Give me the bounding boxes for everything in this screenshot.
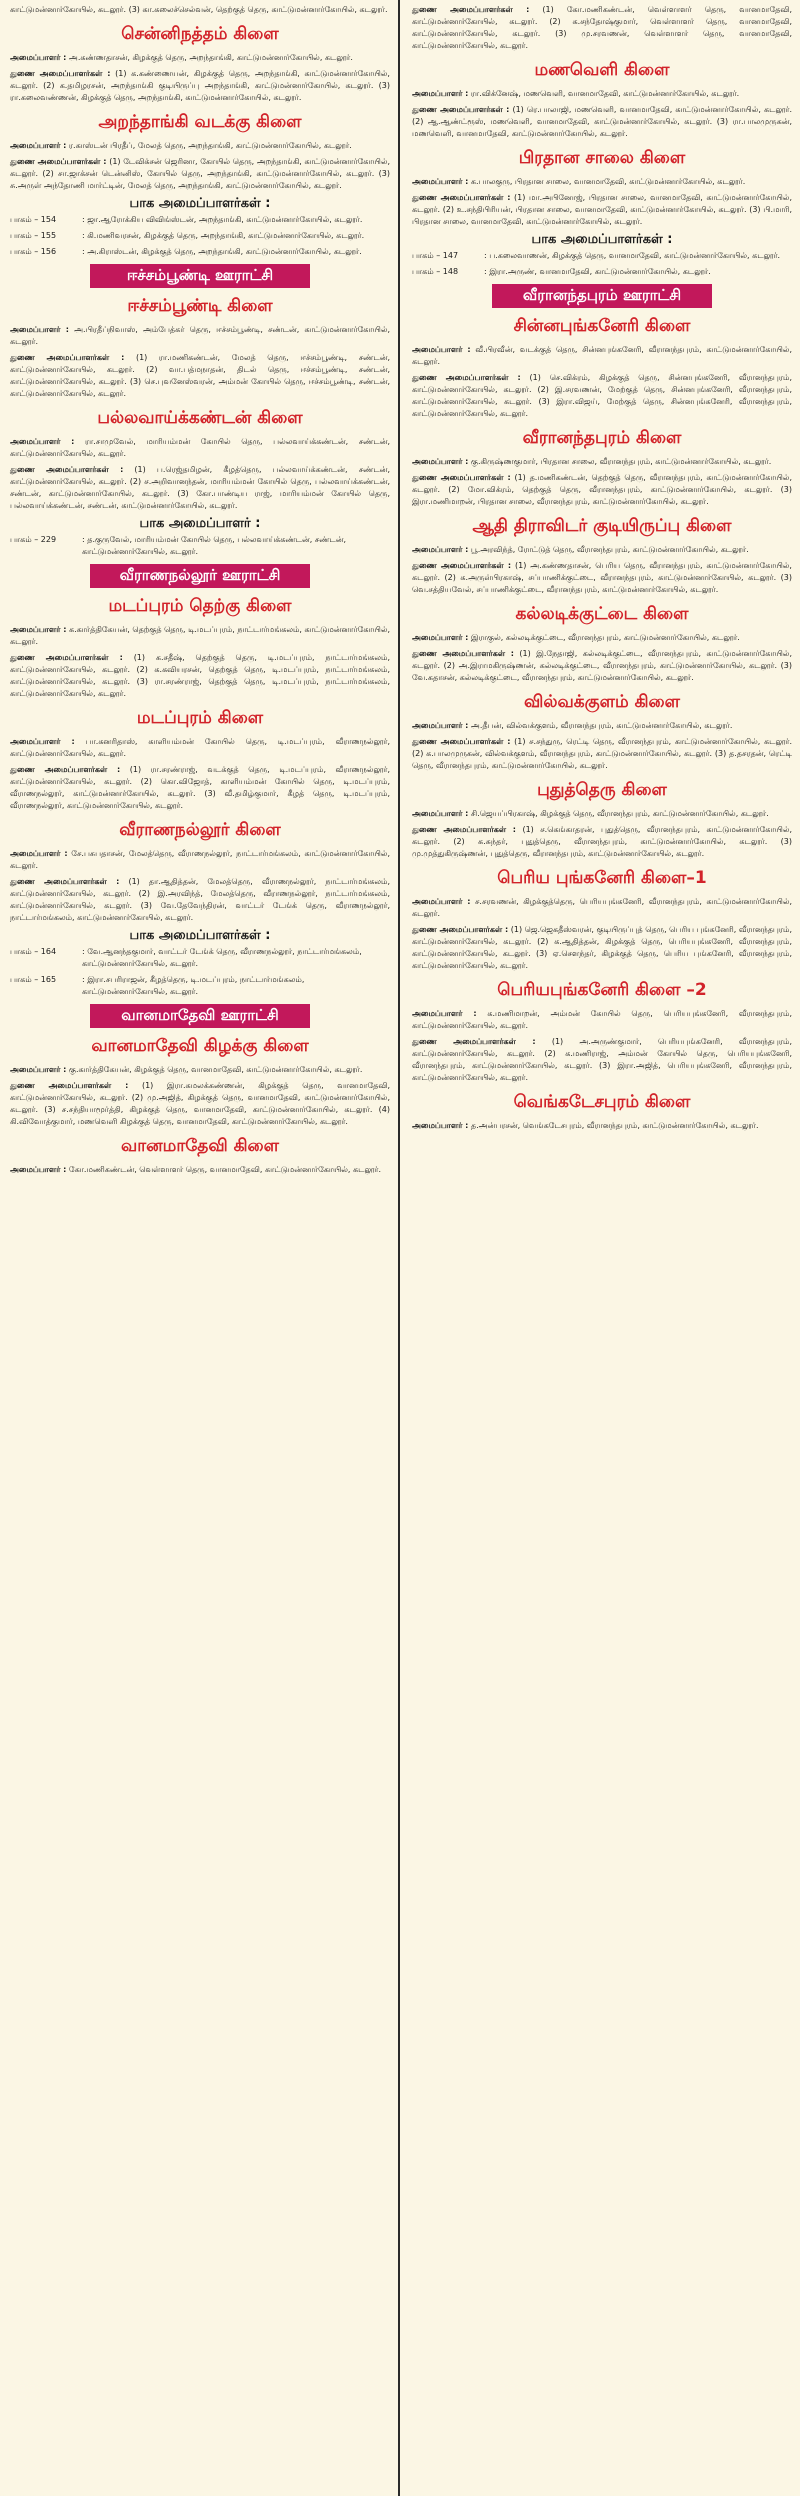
entry-text: (1) அ.அருண்குமார், பெரியபுங்கனேரி, வீரானந்தபுரம், காட்டுமன்னார்கோயில், கடலூர். (2) க.மணிராஜ், அம்மன் கோயில் தெரு, பெரியபுங்கனேரி, வீரானந்தபுரம், காட்டுமன்னார்கோயில், கடலூர். (3) இரா.அஜித், பெரியபுங்கனேரி, வீரானந்தபுரம், காட்டுமன்னார்கோயில், கடலூர். xyxy=(412,1037,792,1082)
member-entry xyxy=(10,68,390,104)
member-entry xyxy=(10,736,390,760)
branch-heading: வெங்கடேசபுரம் கிளை xyxy=(513,1092,691,1112)
branch-heading: வீராணநல்லூர் கிளை xyxy=(119,820,281,840)
booth-text: : வே.ஆனந்தகுமார், வாட்டர் டேங்க் தெரு, வீராணநல்லூர், நாட்டார்மங்கலம், காட்டுமன்னார்கோயில், கடலூர். xyxy=(82,947,362,968)
entry-text: த.அன்பரசன், வெங்கடேசபுரம், வீரானந்தபுரம், காட்டுமன்னார்கோயில், கடலூர். xyxy=(470,1121,759,1130)
entry-text: பூ.அரவிந்த், ரோட்டுத் தெரு, வீரானந்தபுரம், காட்டுமன்னார்கோயில், கடலூர். xyxy=(470,545,749,554)
branch-heading: பெரிய புங்கனேரி கிளை–1 xyxy=(497,868,707,888)
booth-number: பாகம் – 164 xyxy=(10,947,57,956)
branch-heading: சென்னிநத்தம் கிளை xyxy=(121,24,279,44)
entry-text: (1) மா.அபினோஜ், பிரதான சாலை, வானமாதேவி, காட்டுமன்னார்கோயில், கடலூர். (2) உ.சந்திபிரியன், பிரதான சாலை, வானமாதேவி, காட்டுமன்னார்கோயில், கடலூர். (3) பி.மாரி, பிரதான சாலை, வானமாதேவி, காட்டுமன்னார்கோயில், கடலூர். xyxy=(412,193,792,226)
branch-heading: மடப்புரம் தெற்கு கிளை xyxy=(108,596,292,616)
role-label: துணை அமைப்பாளர்கள் : xyxy=(10,157,107,166)
role-label: துணை அமைப்பாளர்கள் : xyxy=(10,69,111,78)
branch-heading: ஆதி திராவிடர் குடியிருப்பு கிளை xyxy=(472,516,732,536)
role-label: அமைப்பாளர் : xyxy=(412,1009,477,1018)
member-entry xyxy=(10,1064,390,1076)
role-label: துணை அமைப்பாளர்கள் : xyxy=(412,561,512,570)
branch-heading: பல்லவாய்க்கண்டன் கிளை xyxy=(97,408,303,428)
entry-text: (1) ச.கெங்காதரன், புதுத்தெரு, வீரானந்தபுரம், காட்டுமன்னார்கோயில், கடலூர். (2) க.சுந்தர், புதுத்தெரு, வீரானந்தபுரம், காட்டுமன்னார்கோயில், கடலூர். (3) மு.முத்துகிருஷ்ணன், புதுத்தெரு, வீரானந்தபுரம், காட்டுமன்னார்கோயில், கடலூர். xyxy=(412,825,793,858)
role-label: அமைப்பாளர் : xyxy=(412,177,469,186)
branch-heading: ஈச்சம்பூண்டி கிளை xyxy=(127,296,273,316)
role-label: அமைப்பாளர் : xyxy=(10,625,67,634)
booth-entry xyxy=(10,214,390,226)
panchayat-banner: வீரானந்தபுரம் ஊராட்சி xyxy=(492,284,712,308)
member-entry xyxy=(412,4,792,52)
entry-text: வீ.பிரவீன், வடக்குத் தெரு, சின்னபுங்கனேரி, வீரானந்தபுரம், காட்டுமன்னார்கோயில், கடலூர். xyxy=(412,345,792,366)
member-entry xyxy=(10,464,390,512)
role-label: துணை அமைப்பாளர்கள் : xyxy=(412,737,511,746)
member-entry xyxy=(412,1120,792,1132)
panchayat-banner: வானமாதேவி ஊராட்சி xyxy=(90,1004,310,1028)
entry-text: கோ.மணிகண்டன், வெள்ளாளர் தெரு, வானமாதேவி, காட்டுமன்னார்கோயில், கடலூர். xyxy=(68,1165,381,1174)
member-entry xyxy=(10,876,390,924)
entry-text: காட்டுமன்னார்கோயில், கடலூர். (3) கா.கலைச்செல்வன், தெற்குத் தெரு, காட்டுமன்னார்கோயில், கடலூர். xyxy=(10,5,388,14)
branch-heading: புதுத்தெரு கிளை xyxy=(537,780,667,800)
role-label: துணை அமைப்பாளர்கள் : xyxy=(412,105,510,114)
member-entry xyxy=(412,88,792,100)
entry-text: (1) இ.நேதாஜி, கல்லடிக்குட்டை, வீரானந்தபுரம், காட்டுமன்னார்கோயில், கடலூர். (2) அ.இராமகிருஷ்ணன், கல்லடிக்குட்டை, வீரானந்தபுரம், காட்டுமன்னார்கோயில், கடலூர். (3) வே.கதாசன், கல்லடிக்குட்டை, வீரானந்தபுரம், காட்டுமன்னார்கோயில், கடலூர். xyxy=(412,649,792,682)
entry-text: கு.கிருஷ்ணகுமார், பிரதான சாலை, வீரானந்தபுரம், காட்டுமன்னார்கோயில், கடலூர். xyxy=(470,457,772,466)
booth-text: : த.குருவேல், மாரியம்மன் கோயில் தெரு, பல்லவாய்க்கண்டன், சண்டன், காட்டுமன்னார்கோயில், கடலூர். xyxy=(82,535,347,556)
booth-number: பாகம் – 155 xyxy=(10,231,57,240)
booth-text: : ப.கலைவாணன், கிழக்குத் தெரு, வானமாதேவி, காட்டுமன்னார்கோயில், கடலூர். xyxy=(484,251,781,260)
role-label: துணை அமைப்பாளர்கள் : xyxy=(10,465,124,474)
booth-entry xyxy=(412,250,792,262)
entry-text: க.மணிமாறன், அம்மன் கோயில் தெரு, பெரியபுங்கனேரி, வீரானந்தபுரம், காட்டுமன்னார்கோயில், கடலூர். xyxy=(412,1009,793,1030)
member-entry xyxy=(412,924,792,972)
member-entry xyxy=(10,1164,390,1176)
booth-number: பாகம் – 148 xyxy=(412,267,459,276)
branch-heading: வானமாதேவி கிழக்கு கிளை xyxy=(91,1036,309,1056)
entry-text: கு.கார்த்திகேயன், கிழக்குத் தெரு, வானமாதேவி, காட்டுமன்னார்கோயில், கடலூர். xyxy=(68,1065,363,1074)
member-entry xyxy=(412,560,792,596)
member-entry xyxy=(412,104,792,140)
entry-text: ர.காஸ்டன் பிரதீப், மேலத் தெரு, அறந்தாங்கி, காட்டுமன்னார்கோயில், கடலூர். xyxy=(68,141,352,150)
section-subheading: பாக அமைப்பாளர்கள் : xyxy=(129,196,271,211)
role-label: அமைப்பாளர் : xyxy=(10,325,69,334)
branch-heading: வில்வக்குளம் கிளை xyxy=(524,692,680,712)
entry-text: சி.ஜெயப்பிரகாஷ், கிழக்குத் தெரு, வீரானந்தபுரம், காட்டுமன்னார்கோயில், கடலூர். xyxy=(470,809,769,818)
entry-text: ச.சரவணன், கிழக்குத்தெரு, பெரியபுங்கனேரி, வீரானந்தபுரம், காட்டுமன்னார்கோயில், கடலூர். xyxy=(412,897,793,918)
member-entry xyxy=(412,544,792,556)
member-entry xyxy=(412,736,792,772)
booth-text: : இரா.அருண், வானமாதேவி, காட்டுமன்னார்கோயில், கடலூர். xyxy=(484,267,711,276)
panchayat-banner: ஈச்சம்பூண்டி ஊராட்சி xyxy=(90,264,310,288)
right-column xyxy=(400,0,800,2496)
member-entry xyxy=(10,1080,390,1128)
member-entry xyxy=(10,324,390,348)
role-label: துணை அமைப்பாளர்கள் : xyxy=(412,649,514,658)
role-label: அமைப்பாளர் : xyxy=(10,737,75,746)
branch-heading: வானமாதேவி கிளை xyxy=(121,1136,279,1156)
entry-text: இராகுல், கல்லடிக்குட்டை, வீரானந்தபுரம், காட்டுமன்னார்கோயில், கடலூர். xyxy=(470,633,740,642)
entry-text: பா.கனரிதாஸ், காளியம்மன் கோயில் தெரு, டி.மடப்புரம், வீராணநல்லூர், காட்டுமன்னார்கோயில், கடலூர். xyxy=(10,737,391,758)
member-entry xyxy=(412,344,792,368)
booth-entry xyxy=(10,974,390,998)
entry-text: அ.பிரதீப்நிவாஸ், அம்பேத்கர் தெரு, ஈச்சம்பூண்டி, சண்டன், காட்டுமன்னார்கோயில், கடலூர். xyxy=(10,325,390,346)
member-entry xyxy=(10,624,390,648)
member-entry xyxy=(10,436,390,460)
entry-text: (1) ப.ரெஜ்தமிழன், கீழத்தெரு, பல்லவாய்க்கண்டன், சண்டன், காட்டுமன்னார்கோயில், கடலூர். (2) ச.அறிவானந்தன், மாரியம்மன் கோயில் தெரு, பல்லவாய்க்கண்டன், சண்டன், காட்டுமன்னார்கோயில், கடலூர். (3) கோ.பாண்டிய ராஜ், மாரியம்மன் கோயில் தெரு, பல்லவாய்க்கண்டன், சண்டன், காட்டுமன்னார்கோயில், கடலூர். xyxy=(10,465,390,510)
booth-text: : இரா.சபரிராஜன், கீழத்தெரு, டி.மடப்புரம், நாட்டார்மங்கலம், காட்டுமன்னார்கோயில், கடலூர். xyxy=(82,975,305,996)
booth-text: : ஜா.ஆரோக்கிய விவிங்ஸ்டன், அறந்தாங்கி, காட்டுமன்னார்கோயில், கடலூர். xyxy=(82,215,363,224)
member-entry xyxy=(10,52,390,64)
member-entry xyxy=(10,140,390,152)
member-entry xyxy=(412,896,792,920)
branch-heading: கல்லடிக்குட்டை கிளை xyxy=(515,604,689,624)
member-entry xyxy=(10,4,390,16)
role-label: அமைப்பாளர் : xyxy=(412,1121,469,1130)
role-label: அமைப்பாளர் : xyxy=(10,141,67,150)
member-entry xyxy=(412,808,792,820)
booth-entry xyxy=(10,246,390,258)
panchayat-banner: வீராணநல்லூர் ஊராட்சி xyxy=(90,564,310,588)
section-subheading: பாக அமைப்பாளர்கள் : xyxy=(129,928,271,943)
role-label: அமைப்பாளர் : xyxy=(412,89,469,98)
role-label: துணை அமைப்பாளர்கள் : xyxy=(412,373,521,382)
entry-text: (1) இரா.கமலக்கண்ணன், கிழக்குத் தெரு, வானமாதேவி, காட்டுமன்னார்கோயில், கடலூர். (2) மு.அஜித், கிழக்குத் தெரு, வானமாதேவி, காட்டுமன்னார்கோயில், கடலூர். (3) ச.சந்தியாமூர்த்தி, கிழக்குத் தெரு, வானமாதேவி, காட்டுமன்னார்கோயில், கடலூர். (4) கி.விவோத்குமார், மணவெளி கிழக்குத் தெரு, வானமாதேவி, காட்டுமன்னார்கோயில், கடலூர். xyxy=(10,1081,390,1126)
role-label: துணை அமைப்பாளர்கள் : xyxy=(412,5,530,14)
entry-text: (1) ரா.சரண்ராஜ், வடக்குத் தெரு, டி.மடப்புரம், வீராணநல்லூர், காட்டுமன்னார்கோயில், கடலூர். (2) கொ.விஜோத், காளியம்மன் கோயில் தெரு, டி.மடப்புரம், வீராணநல்லூர், காட்டுமன்னார்கோயில், கடலூர். (3) வீ.தமிழ்குமார், கீழத் தெரு, டி.மடப்புரம், வீராணநல்லூர், காட்டுமன்னார்கோயில், கடலூர். xyxy=(10,765,390,810)
role-label: அமைப்பாளர் : xyxy=(10,1165,67,1174)
section-subheading: பாக அமைப்பாளர்கள் : xyxy=(531,232,673,247)
branch-heading: மடப்புரம் கிளை xyxy=(136,708,264,728)
booth-entry xyxy=(10,534,390,558)
entry-text: (1) த.மணிகண்டன், தெற்குத் தெரு, வீரானந்தபுரம், காட்டுமன்னார்கோயில், கடலூர். (2) மோ.விக்ரம், தெற்குத் தெரு, வீரானந்தபுரம், காட்டுமன்னார்கோயில், கடலூர். (3) இரா.மணிமாறன், பிரதான சாலை, வீரானந்தபுரம், காட்டுமன்னார்கோயில், கடலூர். xyxy=(412,473,792,506)
member-entry xyxy=(10,764,390,812)
branch-heading: பிரதான சாலை கிளை xyxy=(518,148,686,168)
entry-text: ரா.சாமுவேல், மாரியம்மன் கோயில் தெரு, பல்லவாய்க்கண்டன், சண்டன், காட்டுமன்னார்கோயில், கடலூர். xyxy=(10,437,390,458)
branch-heading: மணவெளி கிளை xyxy=(534,60,670,80)
role-label: அமைப்பாளர் : xyxy=(412,633,469,642)
role-label: அமைப்பாளர் : xyxy=(412,897,471,906)
role-label: அமைப்பாளர் : xyxy=(412,457,469,466)
role-label: அமைப்பாளர் : xyxy=(412,545,469,554)
role-label: துணை அமைப்பாளர்கள் : xyxy=(412,1037,536,1046)
role-label: அமைப்பாளர் : xyxy=(10,53,67,62)
role-label: அமைப்பாளர் : xyxy=(10,437,75,446)
entry-text: (1) ச.சந்துரு, ரெட்டி தெரு, வீரானந்தபுரம், காட்டுமன்னார்கோயில், கடலூர். (2) க.பாலமுருகன், வில்வக்குளம், வீரானந்தபுரம், காட்டுமன்னார்கோயில், கடலூர். (3) த.தசரதன், ரெட்டி தெரு, வீரானந்தபுரம், காட்டுமன்னார்கோயில், கடலூர். xyxy=(412,737,792,770)
member-entry xyxy=(10,652,390,700)
member-entry xyxy=(10,156,390,192)
member-entry xyxy=(10,848,390,872)
booth-number: பாகம் – 154 xyxy=(10,215,57,224)
booth-number: பாகம் – 229 xyxy=(10,535,57,544)
member-entry xyxy=(412,720,792,732)
booth-text: : அ.கிராஸ்டன், கிழக்குத் தெரு, அறந்தாங்கி, காட்டுமன்னார்கோயில், கடலூர். xyxy=(82,247,362,256)
booth-text: : கி.மணிவரசன், கிழக்குத் தெரு, அறந்தாங்கி, காட்டுமன்னார்கோயில், கடலூர். xyxy=(82,231,365,240)
entry-text: க.கார்த்திகேயன், தெற்குத் தெரு, டி.மடப்புரம், நாட்டார்மங்கலம், காட்டுமன்னார்கோயில், கடலூர். xyxy=(10,625,391,646)
entry-text: (1) கோ.மணிகண்டன், வெள்ளாளர் தெரு, வானமாதேவி, காட்டுமன்னார்கோயில், கடலூர். (2) க.சந்தோஷ்குமார், வெள்ளாளர் தெரு, வானமாதேவி, காட்டுமன்னார்கோயில், கடலூர். (3) மு.சரவணன், வெள்ளாளர் தெரு, வானமாதேவி, காட்டுமன்னார்கோயில், கடலூர். xyxy=(412,5,792,50)
entry-text: சே.பசுபதாசன், மேலத்தெரு, வீராணநல்லூர், நாட்டார்மங்கலம், காட்டுமன்னார்கோயில், கடலூர். xyxy=(10,849,390,870)
role-label: துணை அமைப்பாளர்கள் : xyxy=(412,825,516,834)
role-label: அமைப்பாளர் : xyxy=(10,1065,67,1074)
role-label: துணை அமைப்பாளர்கள் : xyxy=(412,925,509,934)
entry-text: அ.கண்ணதாசன், கிழக்குத் தெரு, அறந்தாங்கி, காட்டுமன்னார்கோயில், கடலூர். xyxy=(68,53,353,62)
entry-text: (1) ரா.மணிகண்டன், மேலத் தெரு, ஈச்சம்பூண்டி, சண்டன், காட்டுமன்னார்கோயில், கடலூர். (2) வா.பத்மநாதன், திடல் தெரு, ஈச்சம்பூண்டி, சண்டன், காட்டுமன்னார்கோயில், கடலூர். (3) செ.புவனேஸ்வரன், அம்மன் கோயில் தெரு, ஈச்சம்பூண்டி, சண்டன், காட்டுமன்னார்கோயில், கடலூர். xyxy=(10,353,390,398)
member-entry xyxy=(412,1036,792,1084)
entry-text: (1) செ.விக்ரம், கிழக்குத் தெரு, சின்னபுங்கனேரி, வீரானந்தபுரம், காட்டுமன்னார்கோயில், கடலூர். (2) இ.சரவணன், மேற்குத் தெரு, சின்னபுங்கனேரி, வீரானந்தபுரம், காட்டுமன்னார்கோயில், கடலூர். (3) இரா.விஜய், மேற்குத் தெரு, சின்னபுங்கனேரி, வீரானந்தபுரம், காட்டுமன்னார்கோயில், கடலூர். xyxy=(412,373,792,418)
booth-number: பாகம் – 165 xyxy=(10,975,57,984)
entry-text: (1) ஜெ.ஜெகதீஸ்வரன், குடியிருப்புத் தெரு, பெரிய புங்கனேரி, வீரானந்தபுரம், காட்டுமன்னார்கோயில், கடலூர். (2) க.ஆதித்தன், கிழக்குத் தெரு, பெரியபுங்கனேரி, வீரானந்தபுரம், காட்டுமன்னார்கோயில், கடலூர். (3) ஏ.செளந்தர், கிழக்குத் தெரு, பெரிய புங்கனேரி, வீரானந்தபுரம், காட்டுமன்னார்கோயில், கடலூர். xyxy=(412,925,792,970)
member-entry xyxy=(412,456,792,468)
entry-text: (1) க.கண்ணையன், கிழக்குத் தெரு, அறந்தாங்கி, காட்டுமன்னார்கோயில், கடலூர். (2) க.தமிழரசன், அறந்தாங்கி குடியிருப்பு அறந்தாங்கி, காட்டுமன்னார்கோயில், கடலூர். (3) ரா.கலைவண்ணன், கிழக்குத் தெரு, அறந்தாங்கி, காட்டுமன்னார்கோயில், கடலூர். xyxy=(10,69,390,102)
role-label: துணை அமைப்பாளர்கள் : xyxy=(10,1081,129,1090)
booth-entry xyxy=(10,946,390,970)
role-label: அமைப்பாளர் : xyxy=(412,809,469,818)
entry-text: க.பாலகுரு, பிரதான சாலை, வானமாதேவி, காட்டுமன்னார்கோயில், கடலூர். xyxy=(470,177,746,186)
branch-heading: அறந்தாங்கி வடக்கு கிளை xyxy=(98,112,302,132)
role-label: துணை அமைப்பாளர்கள் : xyxy=(10,353,125,362)
branch-heading: சின்னபுங்கனேரி கிளை xyxy=(513,316,691,336)
member-entry xyxy=(412,472,792,508)
entry-text: (1) டேவிக்சன் ஜெரினா, கோயில் தெரு, அறந்தாங்கி, காட்டுமன்னார்கோயில், கடலூர். (2) சா.ஜாக்சன் டென்னிஸ், கோயில் தெரு, அறந்தாங்கி, காட்டுமன்னார்கோயில், கடலூர். (3) சு.அருள் அந்தோணி மார்ட்டின், மேலத் தெரு, அறந்தாங்கி, காட்டுமன்னார்கோயில், கடலூர். xyxy=(10,157,390,190)
role-label: துணை அமைப்பாளர்கள் : xyxy=(412,193,511,202)
role-label: அமைப்பாளர் : xyxy=(412,721,469,730)
role-label: அமைப்பாளர் : xyxy=(412,345,471,354)
member-entry xyxy=(10,352,390,400)
booth-entry xyxy=(10,230,390,242)
entry-text: (1) தா.ஆதித்தன், மேலத்தெரு, வீராணநல்லூர், நாட்டார்மங்கலம், காட்டுமன்னார்கோயில், கடலூர். (2) இ.அரவிந்த், மேலத்தெரு, வீராணநல்லூர், நாட்டார்மங்கலம், காட்டுமன்னார்கோயில், கடலூர். (3) வே.தேவேந்திரன், வாட்டர் டேங்க் தெரு, வீராணநல்லூர், நாட்டார்மங்கலம், காட்டுமன்னார்கோயில், கடலூர். xyxy=(10,877,391,922)
entry-text: ரா.விக்னேஷ், மணவெளி, வானமாதேவி, காட்டுமன்னார்கோயில், கடலூர். xyxy=(470,89,740,98)
entry-text: (1) அ.கண்ணதாசன், பெரிய தெரு, வீரானந்தபுரம், காட்டுமன்னார்கோயில், கடலூர். (2) க.அருள்பிரகாஷ், சப்பாணிக்குட்டை, வீரானந்தபுரம், காட்டுமன்னார்கோயில், கடலூர். (3) வெ.சத்தியவேல், சப்பாணிக்குட்டை, வீரானந்தபுரம், காட்டுமன்னார்கோயில், கடலூர். xyxy=(412,561,792,594)
member-entry xyxy=(412,648,792,684)
role-label: துணை அமைப்பாளர்கள் : xyxy=(412,473,511,482)
member-entry xyxy=(412,372,792,420)
member-entry xyxy=(412,824,792,860)
entry-text: அ.தீபன், வில்வக்குளம், வீரானந்தபுரம், காட்டுமன்னார்கோயில், கடலூர். xyxy=(470,721,733,730)
role-label: துணை அமைப்பாளர்கள் : xyxy=(10,877,120,886)
booth-number: பாகம் – 147 xyxy=(412,251,459,260)
role-label: துணை அமைப்பாளர்கள் : xyxy=(10,653,123,662)
member-entry xyxy=(412,192,792,228)
booth-entry xyxy=(412,266,792,278)
role-label: துணை அமைப்பாளர்கள் : xyxy=(10,765,121,774)
member-entry xyxy=(412,176,792,188)
branch-heading: பெரியபுங்கனேரி கிளை –2 xyxy=(497,980,707,1000)
entry-text: (1) ரெ.பாலாஜி, மணவெளி, வானமாதேவி, காட்டுமன்னார்கோயில், கடலூர். (2) ஆ.ஆண்ட்ரூஸ், மணவெளி, வானமாதேவி, காட்டுமன்னார்கோயில், கடலூர். (3) ரா.பாலமுருகன், மணவெளி, வானமாதேவி, காட்டுமன்னார்கோயில், கடலூர். xyxy=(412,105,792,138)
role-label: அமைப்பாளர் : xyxy=(10,849,68,858)
booth-number: பாகம் – 156 xyxy=(10,247,57,256)
section-subheading: பாக அமைப்பாளர் : xyxy=(139,516,261,531)
entry-text: (1) க.சதீஷ், தெற்குத் தெரு, டி.மடப்புரம், நாட்டார்மங்கலம், காட்டுமன்னார்கோயில், கடலூர். (2) க.கவியரசன், தெற்குத் தெரு, டி.மடப்புரம், நாட்டார்மங்கலம், காட்டுமன்னார்கோயில், கடலூர். (3) ரா.சரண்ராஜ், தெற்குத் தெரு, டி.மடப்புரம், நாட்டார்மங்கலம், காட்டுமன்னார்கோயில், கடலூர். xyxy=(10,653,390,698)
member-entry xyxy=(412,1008,792,1032)
member-entry xyxy=(412,632,792,644)
branch-heading: வீரானந்தபுரம் கிளை xyxy=(522,428,682,448)
